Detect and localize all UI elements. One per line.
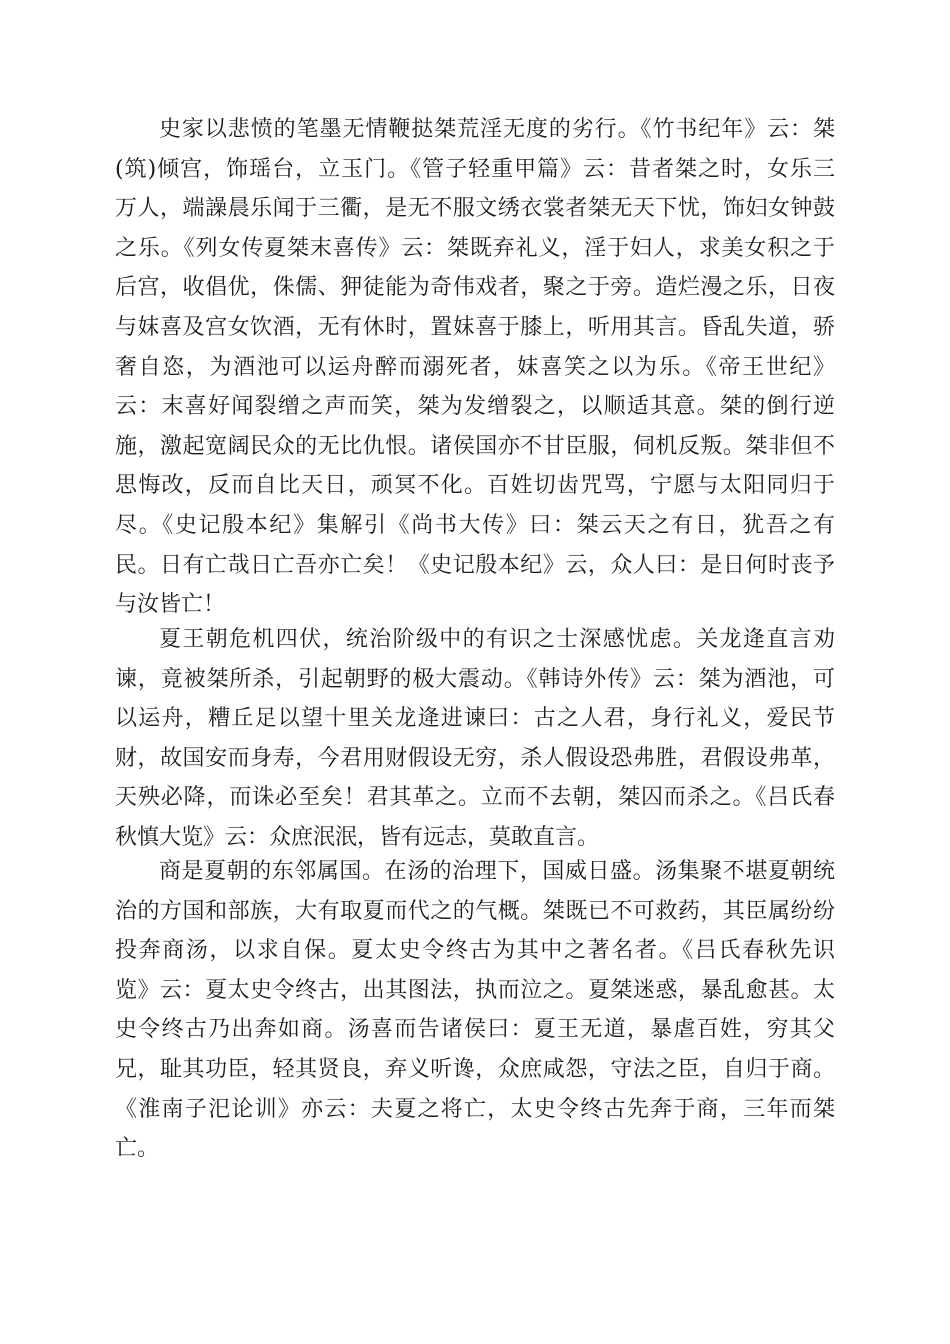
paragraph-line: 史令终古乃出奔如商。汤喜而告诸侯曰：夏王无道，暴虐百姓，穷其父 bbox=[115, 1017, 835, 1043]
paragraph-line: 秋慎大览》云：众庶泯泯，皆有远志，莫敢直言。 bbox=[115, 824, 600, 850]
paragraph-line: 兄，耻其功臣，轻其贤良，弃义听谗，众庶咸怨，守法之臣，自归于商。 bbox=[115, 1056, 835, 1082]
paragraph-line: 民。日有亡哉日亡吾亦亡矣！《史记殷本纪》云，众人曰：是日何时丧予 bbox=[115, 552, 835, 578]
paragraph-line: 云：末喜好闻裂缯之声而笑，桀为发缯裂之，以顺适其意。桀的倒行逆 bbox=[115, 394, 835, 420]
paragraph-line: 尽。《史记殷本纪》集解引《尚书大传》曰：桀云天之有日，犹吾之有 bbox=[115, 512, 835, 538]
paragraph-line: 思悔改，反而自比天日，顽冥不化。百姓切齿咒骂，宁愿与太阳同归于 bbox=[115, 473, 835, 499]
paragraph-line: 万人，端譟晨乐闻于三衢，是无不服文绣衣裳者桀无天下忧，饰妇女钟鼓 bbox=[115, 196, 835, 222]
paragraph-line: 治的方国和部族，大有取夏而代之的气概。桀既已不可救药，其臣属纷纷 bbox=[115, 898, 835, 924]
paragraph-line: 施，激起宽阔民众的无比仇恨。诸侯国亦不甘臣服，伺机反叛。桀非但不 bbox=[115, 433, 835, 459]
paragraph-line: 商是夏朝的东邻属国。在汤的治理下，国威日盛。汤集聚不堪夏朝统 bbox=[159, 859, 835, 884]
paragraph-line: 与妺喜及宫女饮酒，无有休时，置妺喜于膝上，听用其言。昏乱失道，骄 bbox=[115, 314, 835, 340]
paragraph-line: 与汝皆亡！ bbox=[115, 592, 226, 618]
paragraph-line: 之乐。《列女传夏桀末喜传》云：桀既弃礼义，淫于妇人，求美女积之于 bbox=[115, 235, 835, 261]
paragraph-line: 以运舟，糟丘足以望十里关龙逄进谏曰：古之人君，身行礼义，爱民节 bbox=[115, 706, 835, 732]
paragraph-line: 天殃必降，而诛必至矣！君其革之。立而不去朝，桀囚而杀之。《吕氏春 bbox=[115, 785, 835, 811]
paragraph-line: 谏，竟被桀所杀，引起朝野的极大震动。《韩诗外传》云：桀为酒池，可 bbox=[115, 666, 835, 692]
paragraph-line: 后宫，收倡优，侏儒、狎徒能为奇伟戏者，聚之于旁。造烂漫之乐，日夜 bbox=[115, 275, 835, 301]
paragraph-line: (筑)倾宫，饰瑶台，立玉门。《管子轻重甲篇》云：昔者桀之时，女乐三 bbox=[115, 156, 835, 182]
paragraph-line: 夏王朝危机四伏，统治阶级中的有识之士深感忧虑。关龙逄直言劝 bbox=[159, 627, 835, 652]
paragraph-1 bbox=[115, 110, 835, 625]
paragraph-line: 财，故国安而身寿，今君用财假设无穷，杀人假设恐弗胜，君假设弗革， bbox=[115, 745, 835, 771]
paragraph-line: 览》云：夏太史令终古，出其图法，执而泣之。夏桀迷惑，暴乱愈甚。太 bbox=[115, 977, 835, 1003]
paragraph-line: 投奔商汤，以求自保。夏太史令终古为其中之著名者。《吕氏春秋先识 bbox=[115, 938, 835, 964]
paragraph-3 bbox=[115, 852, 835, 1169]
paragraph-line: 奢自恣，为酒池可以运舟醉而溺死者，妺喜笑之以为乐。《帝王世纪》 bbox=[115, 354, 835, 380]
paragraph-line: 亡。 bbox=[115, 1136, 160, 1162]
paragraph-2 bbox=[115, 620, 835, 858]
paragraph-line: 《淮南子汜论训》亦云：夫夏之将亡，太史令终古先奔于商，三年而桀 bbox=[115, 1096, 835, 1122]
paragraph-line: 史家以悲愤的笔墨无情鞭挞桀荒淫无度的劣行。《竹书纪年》云：桀 bbox=[159, 117, 835, 142]
